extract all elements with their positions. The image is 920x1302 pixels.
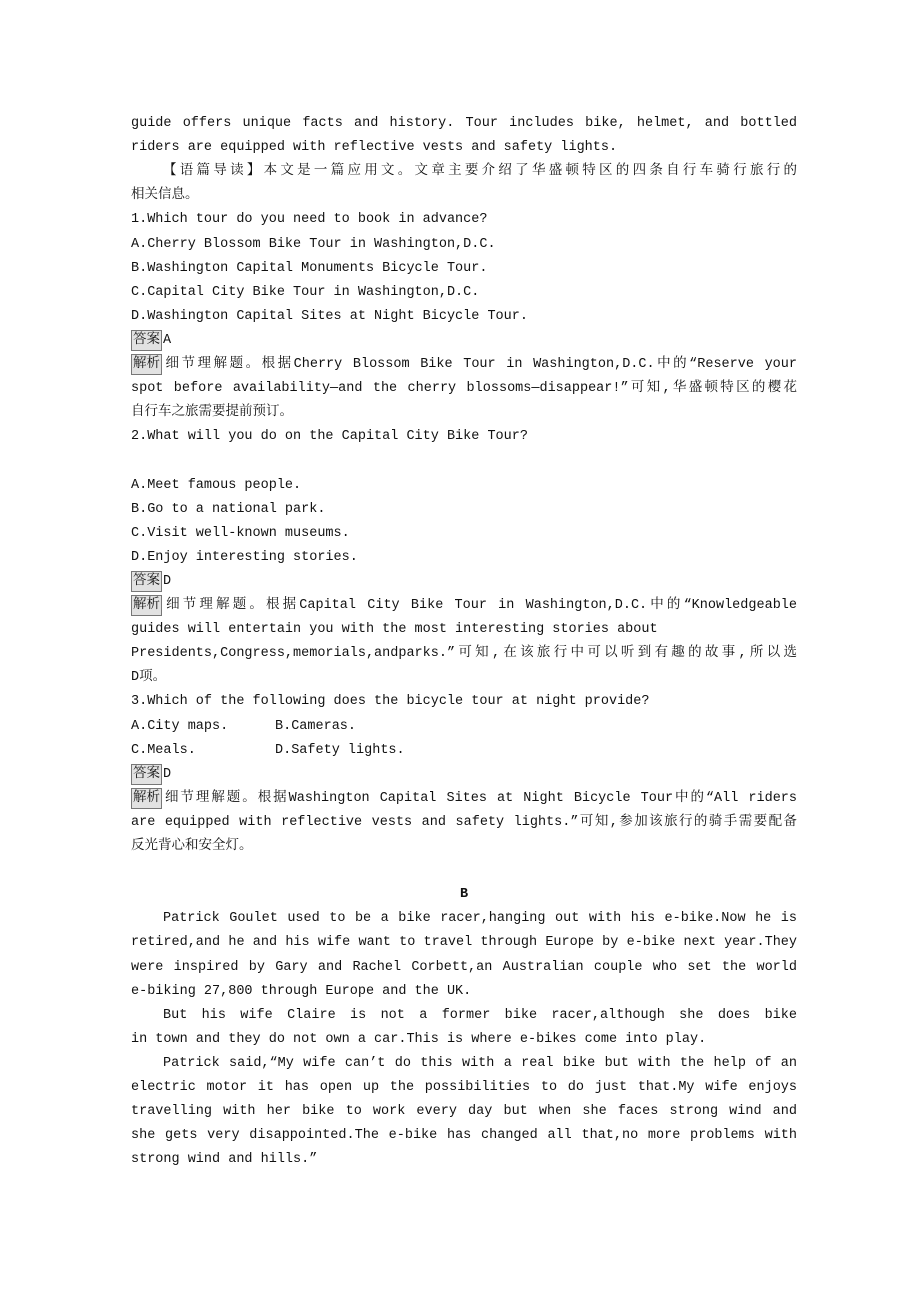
answer-line [131, 353, 797, 377]
text-line [131, 401, 797, 425]
line-text: A.Meet famous people. [131, 477, 302, 493]
text-line [131, 715, 797, 739]
line-text: strong wind and hills.” [131, 1152, 318, 1168]
text-line [131, 1004, 797, 1028]
line-text: 细节理解题。根据Washington Capital Sites at Night Bicycle Tour中的“All riders [163, 790, 797, 806]
text-line [131, 835, 797, 859]
answer-badge: 答案 [131, 571, 162, 592]
section-heading [131, 883, 797, 907]
text-line [131, 907, 797, 931]
text-line [131, 136, 797, 160]
line-text: D.Enjoy interesting stories. [131, 549, 358, 565]
option-text: D.Safety lights. [275, 742, 405, 758]
line-text: in town and they do not own a car.This is where e-bikes come into play. [131, 1031, 707, 1047]
text-line [131, 1028, 797, 1052]
line-text: riders are equipped with reflective vests and safety lights. [131, 140, 618, 156]
analysis-badge: 解析 [131, 595, 162, 616]
line-text: C.Visit well-known museums. [131, 525, 350, 541]
text-line [131, 956, 797, 980]
text-line [131, 739, 797, 763]
text-line [131, 281, 797, 305]
line-text: travelling with her bike to work every day but when she faces strong wind and [131, 1104, 797, 1120]
text-line [131, 522, 797, 546]
answer-line [131, 329, 797, 353]
line-text: Patrick said,“My wife can’t do this with a real bike but with the help of an [163, 1055, 797, 1071]
answer-line [131, 570, 797, 594]
line-text: 细节理解题。根据Cherry Blossom Bike Tour in Washington,D.C.中的“Reserve your [163, 357, 797, 372]
line-text: Patrick Goulet used to be a bike racer,hanging out with his e-bike.Now he is [163, 911, 797, 927]
text-line [131, 811, 797, 835]
text-line [131, 666, 797, 690]
text-line [131, 1052, 797, 1076]
text-line [131, 377, 797, 401]
line-text: D [163, 573, 172, 589]
text-line [131, 257, 797, 281]
text-line [131, 112, 797, 136]
line-text: B.Washington Capital Monuments Bicycle Tour. [131, 260, 488, 276]
text-line [131, 160, 797, 184]
line-text: Presidents,Congress,memorials,andparks.”可知,在该旅行中可以听到有趣的故事,所以选 [131, 646, 797, 662]
text-line [131, 1124, 797, 1148]
line-text: 自行车之旅需要提前预订。 [131, 405, 293, 421]
text-line [131, 546, 797, 570]
text-line [131, 474, 797, 498]
text-line [131, 1100, 797, 1124]
line-text: But his wife Claire is not a former bike racer,although she does bike [163, 1007, 797, 1023]
text-line [131, 425, 797, 449]
text-line [131, 233, 797, 257]
line-text: e-biking 27,800 through Europe and the UK. [131, 983, 472, 999]
line-text: D [163, 766, 172, 782]
answer-line [131, 787, 797, 811]
answer-line [131, 763, 797, 787]
answer-badge: 答案 [131, 330, 162, 351]
line-text: guide offers unique facts and history. Tour includes bike, helmet, and bottled [131, 116, 797, 131]
text-line [131, 980, 797, 1004]
text-line [131, 184, 797, 208]
line-text: D项。 [131, 670, 167, 686]
line-text: 相关信息。 [131, 188, 199, 204]
analysis-badge: 解析 [131, 354, 162, 375]
line-text: C.Meals. [131, 742, 196, 758]
option-text: B.Cameras. [275, 718, 357, 734]
text-line [131, 618, 797, 642]
line-text: 1.Which tour do you need to book in advance? [131, 212, 488, 228]
line-text: A.Cherry Blossom Bike Tour in Washington,D.C. [131, 236, 496, 252]
line-text: B [459, 887, 469, 903]
line-text: were inspired by Gary and Rachel Corbett,an Australian couple who set the world [131, 959, 797, 975]
line-text: are equipped with reflective vests and safety lights.”可知,参加该旅行的骑手需要配备 [131, 814, 797, 830]
line-text: 3.Which of the following does the bicycle tour at night provide? [131, 694, 650, 710]
line-text: A.City maps. [131, 718, 229, 734]
line-text: 细节理解题。根据Capital City Bike Tour in Washington,D.C.中的“Knowledgeable [163, 598, 797, 613]
line-text: C.Capital City Bike Tour in Washington,D.C. [131, 284, 480, 300]
line-text: 2.What will you do on the Capital City Bike Tour? [131, 429, 528, 445]
text-line [131, 498, 797, 522]
line-text: A [163, 332, 172, 348]
answer-line [131, 594, 797, 618]
line-text: retired,and he and his wife want to travel through Europe by e-bike next year.They [131, 935, 797, 951]
line-text: 【语篇导读】本文是一篇应用文。文章主要介绍了华盛顿特区的四条自行车骑行旅行的 [163, 164, 797, 180]
line-text: B.Go to a national park. [131, 501, 326, 517]
line-text: spot before availability—and the cherry blossoms—disappear!”可知,华盛顿特区的樱花 [131, 381, 797, 397]
text-line [131, 931, 797, 955]
answer-badge: 答案 [131, 764, 162, 785]
text-line [131, 642, 797, 666]
text-line [131, 305, 797, 329]
line-text: D.Washington Capital Sites at Night Bicycle Tour. [131, 308, 528, 324]
line-text: guides will entertain you with the most interesting stories about [131, 622, 658, 638]
text-line [131, 1076, 797, 1100]
text-line [131, 690, 797, 714]
text-line [131, 1148, 797, 1172]
analysis-badge: 解析 [131, 788, 162, 809]
line-text: 反光背心和安全灯。 [131, 839, 253, 854]
text-line [131, 208, 797, 232]
line-text: electric motor it has open up the possibilities to do just that.My wife enjoys [131, 1080, 797, 1095]
line-text: she gets very disappointed.The e-bike has changed all that,no more problems with [131, 1128, 797, 1144]
